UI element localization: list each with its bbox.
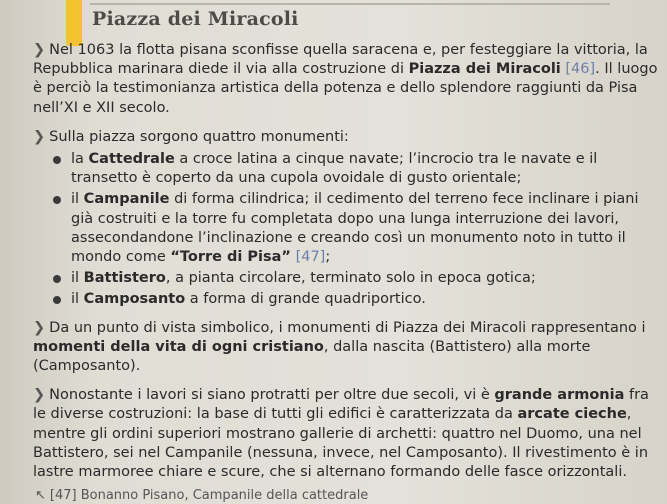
bold-term: Piazza dei Miracoli [408,61,561,78]
paragraph-4: ❯ Nonostante i lavori si siano protratti per oltre due secoli, vi è grande armonia fra le diverse costruzioni: la base di tutti gli edifici è caratterizzata da arcate cieche, mentre gli ordini superiori mostrano gallerie di archetti: quattro nel Duomo, una nel Battistero, sei nel Campanile (nessuna, invece, nel Camposanto). Il rivestimento è in lastre marmoree chiare e scure, che si alternano formando delle fasce orizzontali. [33,387,649,481]
list-item: il Camposanto a forma di grande quadriportico. [51,290,663,309]
arrow-right-icon: ❯ [33,319,46,336]
main-text [33,41,663,492]
reference-link[interactable]: [47] [295,249,326,266]
paragraph-1: ❯ Nel 1063 la flotta pisana sconfisse quella saracena e, per festeggiare la vittoria, la Repubblica marinara diede il via alla costruzione di Piazza dei Miracoli [46]. Il luogo è perciò la testimonianza artistica della potenza e dello splendore raggiunti da Pisa nell’XI e XII secolo. [33,42,658,116]
arrow-right-icon: ❯ [33,128,46,145]
bullet-icon [53,275,61,283]
list-item: la Cattedrale a croce latina a cinque navate; l’incrocio tra le navate e il transetto è coperto da una cupola ovoidale di gusto orientale; [51,150,663,188]
arrow-right-icon: ❯ [33,387,46,404]
bullet-icon [53,196,61,204]
paragraph-3: ❯ Da un punto di vista simbolico, i monumenti di Piazza dei Miracoli rappresentano i momenti della vita di ogni cristiano, dalla nascita (Battistero) alla morte (Camposanto). [33,319,646,375]
monument-list [33,150,663,310]
arrow-up-left-icon: ↖ [35,488,46,503]
page-title: Piazza dei Miracoli [92,8,299,30]
paragraph-2: ❯ Sulla piazza sorgono quattro monumenti: [33,128,349,145]
section-marker [66,0,82,46]
reference-link[interactable]: [46] [565,61,596,78]
bullet-icon [53,156,61,164]
list-item: il Battistero, a pianta circolare, terminato solo in epoca gotica; [51,269,663,288]
top-divider [90,3,610,5]
arrow-right-icon: ❯ [33,42,46,58]
list-item: il Campanile di forma cilindrica; il cedimento del terreno fece inclinare i piani già costruiti e la torre fu completata dopo una lunga interruzione dei lavori, assecondandone l’inclinazione e creando così un monumento noto in tutto il mondo come “Torre di Pisa” [47]; [51,190,663,267]
figure-caption: ↖ [47] Bonanno Pisano, Campanile della cattedrale [35,488,369,503]
bullet-icon [53,296,61,304]
